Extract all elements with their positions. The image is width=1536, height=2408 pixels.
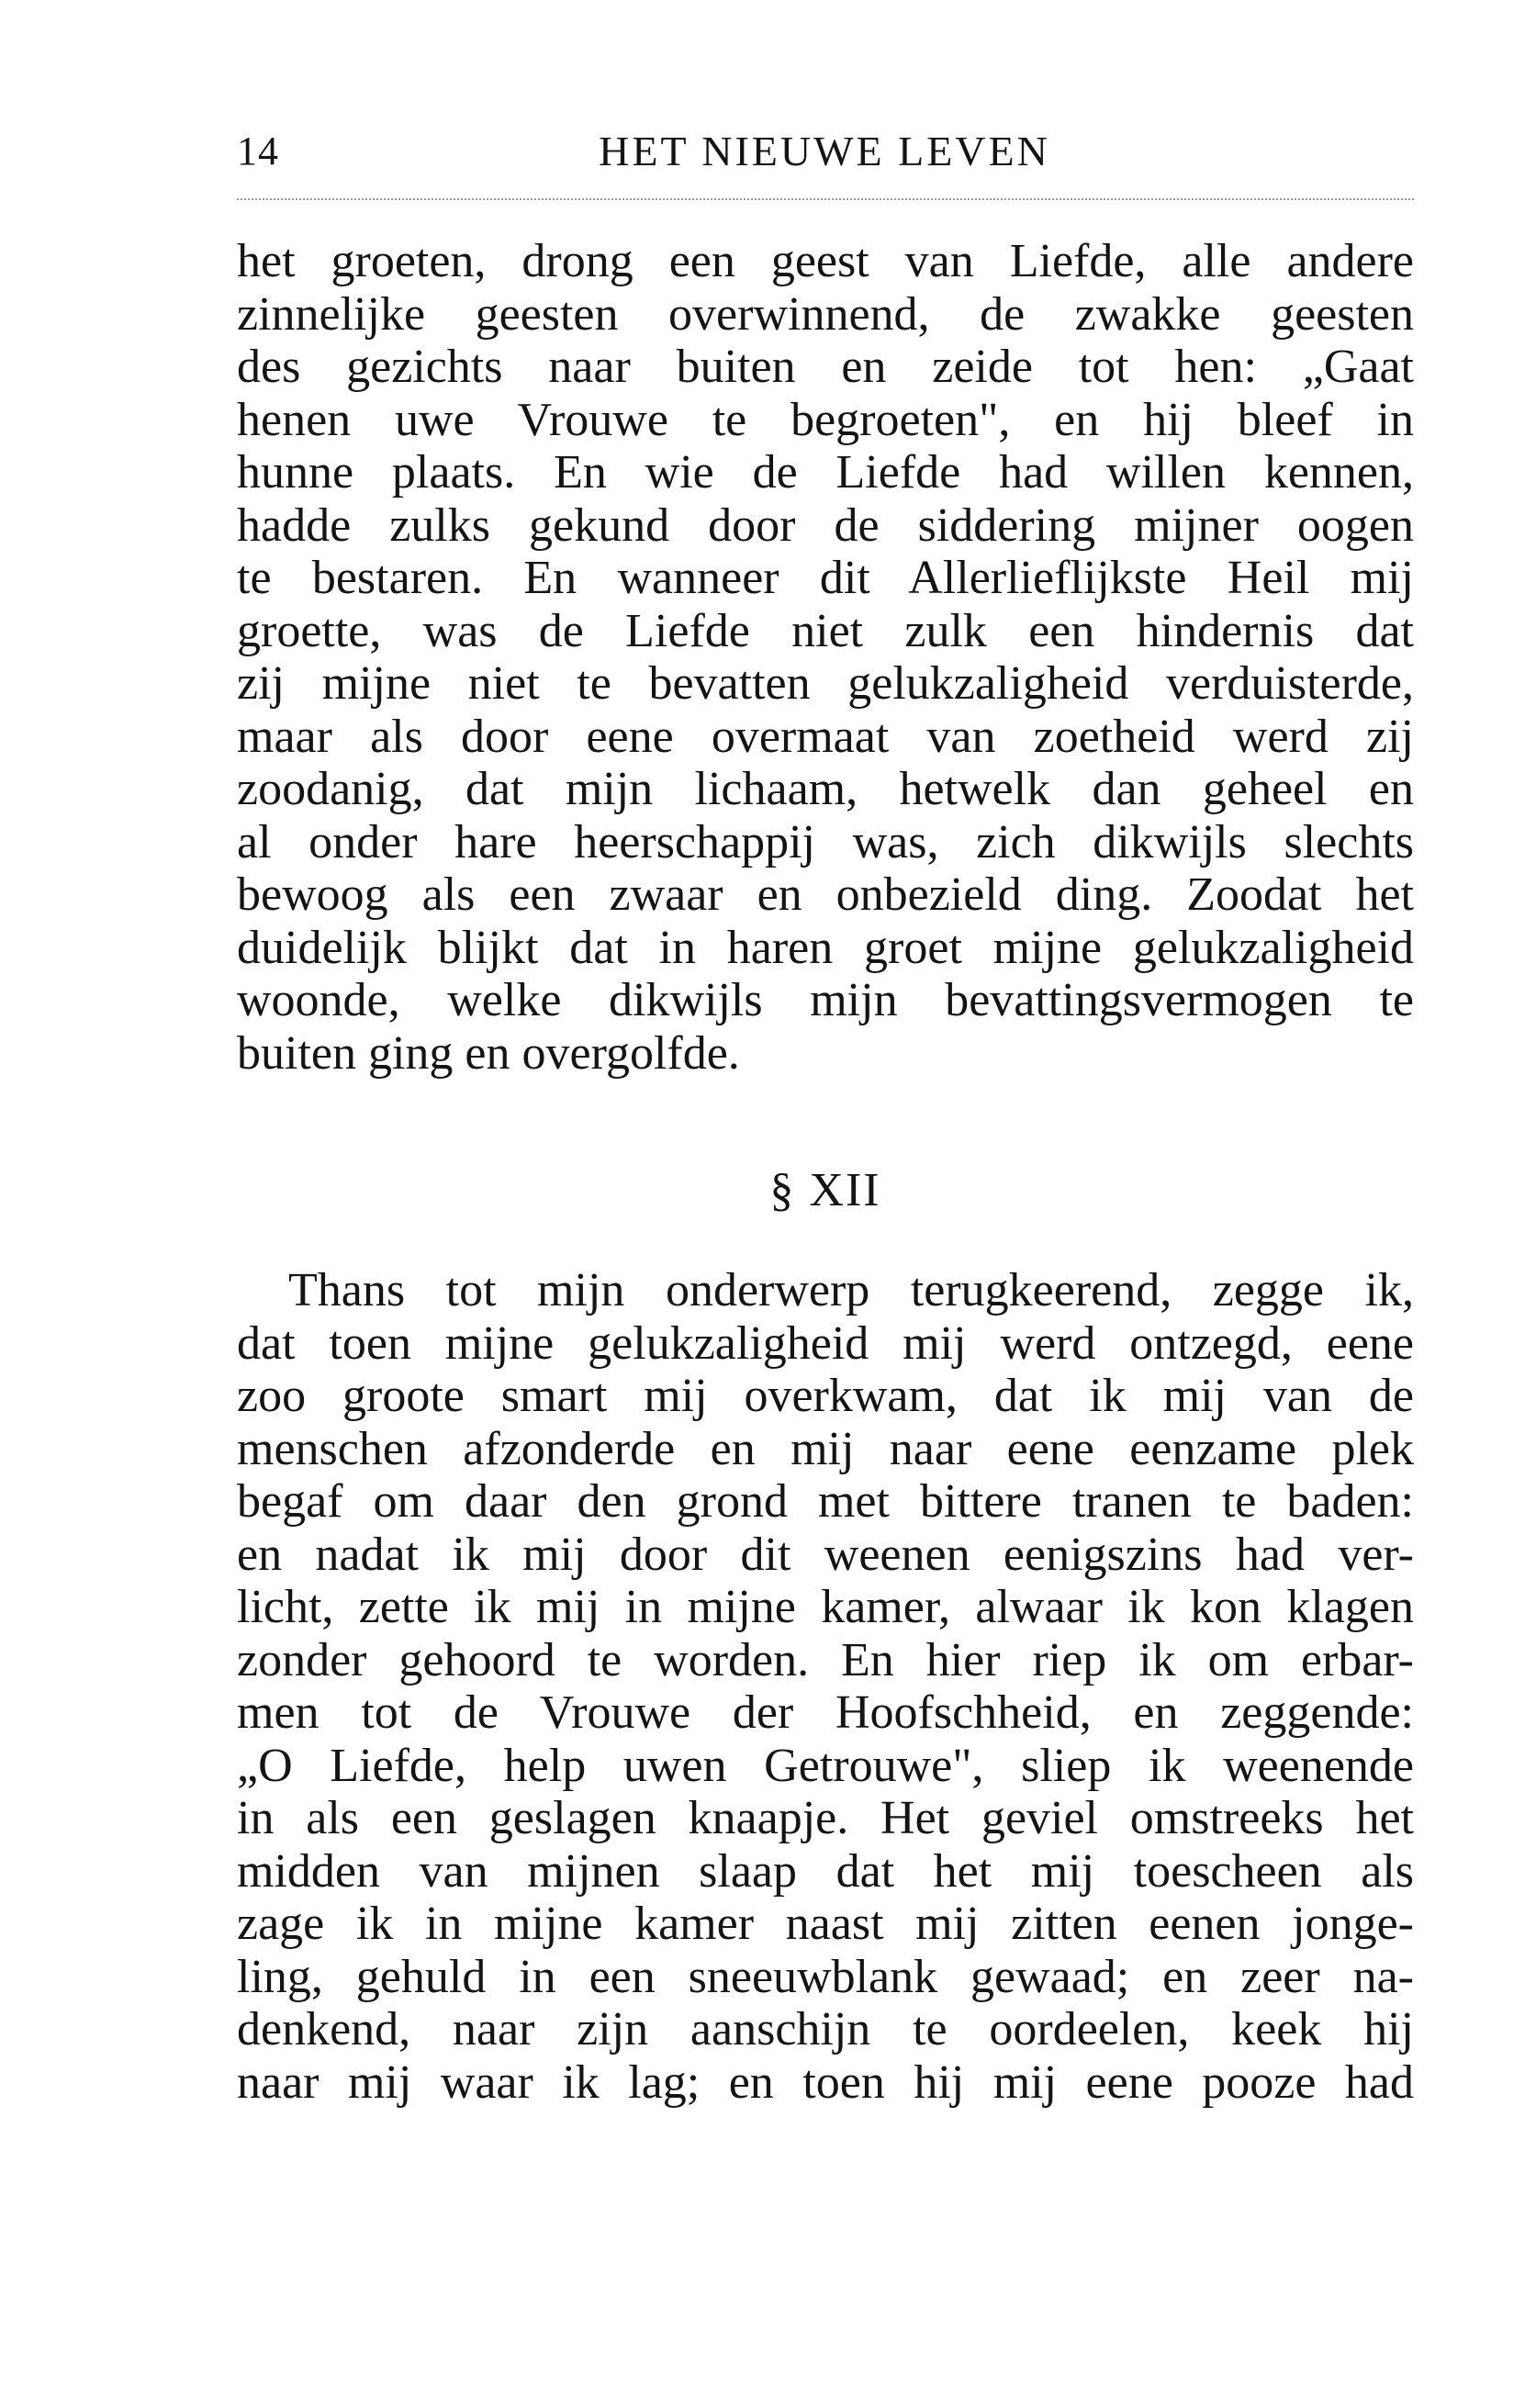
text-line: groette, was de Liefde niet zulk een hindernis dat [237, 604, 1414, 657]
text-line: menschen afzonderde en mij naar eene eenzame plek [237, 1422, 1414, 1475]
running-head [237, 119, 1414, 184]
text-line: zoodanig, dat mijn lichaam, hetwelk dan geheel en [237, 763, 1414, 815]
section-heading: § XII [769, 1164, 881, 1216]
text-line: woonde, welke dikwijls mijn bevattingsvermogen te [237, 974, 1414, 1026]
paragraph-section-xii [237, 1264, 1414, 2109]
text-line: buiten ging en overgolfde. [237, 1026, 740, 1080]
text-line: hadde zulks gekund door de siddering mijner oogen [237, 498, 1414, 552]
text-line: „O Liefde, help uwen Getrouwe", sliep ik weenende [237, 1739, 1414, 1792]
text-line: denkend, naar zijn aanschijn te oordeelen, keek hij [237, 2003, 1414, 2055]
text-line: maar als door eene overmaat van zoetheid werd zij [237, 710, 1414, 763]
header-dotted-rule [237, 198, 1414, 200]
text-line: midden van mijnen slaap dat het mij toescheen als [237, 1844, 1414, 1898]
text-line: begaf om daar den grond met bittere tranen te baden: [237, 1475, 1414, 1528]
text-line: licht, zette ik mij in mijne kamer, alwaar ik kon klagen [237, 1581, 1414, 1633]
text-line: Thans tot mijn onderwerp terugkeerend, zegge ik, [288, 1264, 1414, 1316]
text-line: in als een geslagen knaapje. Het geviel omstreeks het [237, 1792, 1414, 1844]
text-line: zonder gehoord te worden. En hier riep ik om erbar- [237, 1633, 1414, 1686]
text-line: zinnelijke geesten overwinnend, de zwakke geesten [237, 287, 1414, 341]
text-line: al onder hare heerschappij was, zich dikwijls slechts [237, 815, 1414, 868]
page-number: 14 [237, 129, 279, 174]
text-line: men tot de Vrouwe der Hoofschheid, en zeggende: [237, 1686, 1414, 1739]
text-line: te bestaren. En wanneer dit Allerlieflijkste Heil mij [237, 552, 1414, 604]
paragraph-continued [237, 235, 1414, 1080]
text-line: hunne plaats. En wie de Liefde had willen kennen, [237, 446, 1414, 498]
text-line: naar mij waar ik lag; en toen hij mij eene pooze had [237, 2055, 1414, 2109]
text-line: zij mijne niet te bevatten gelukzaligheid verduisterde, [237, 657, 1414, 710]
text-line: duidelijk blijkt dat in haren groet mijne gelukzaligheid [237, 921, 1414, 974]
text-line: en nadat ik mij door dit weenen eenigszins had ver- [237, 1528, 1414, 1581]
text-line: zage ik in mijne kamer naast mij zitten eenen jonge- [237, 1898, 1414, 1950]
text-line: het groeten, drong een geest van Liefde, alle andere [237, 235, 1414, 287]
text-line: dat toen mijne gelukzaligheid mij werd ontzegd, eene [237, 1316, 1414, 1370]
running-title: HET NIEUWE LEVEN [599, 128, 1050, 174]
text-line: des gezichts naar buiten en zeide tot hen: „Gaat [237, 341, 1414, 393]
text-line: zoo groote smart mij overkwam, dat ik mij van de [237, 1370, 1414, 1422]
text-line: bewoog als een zwaar en onbezield ding. Zoodat het [237, 868, 1414, 921]
text-line: ling, gehuld in een sneeuwblank gewaad; en zeer na- [237, 1950, 1414, 2003]
text-line: henen uwe Vrouwe te begroeten", en hij bleef in [237, 393, 1414, 446]
